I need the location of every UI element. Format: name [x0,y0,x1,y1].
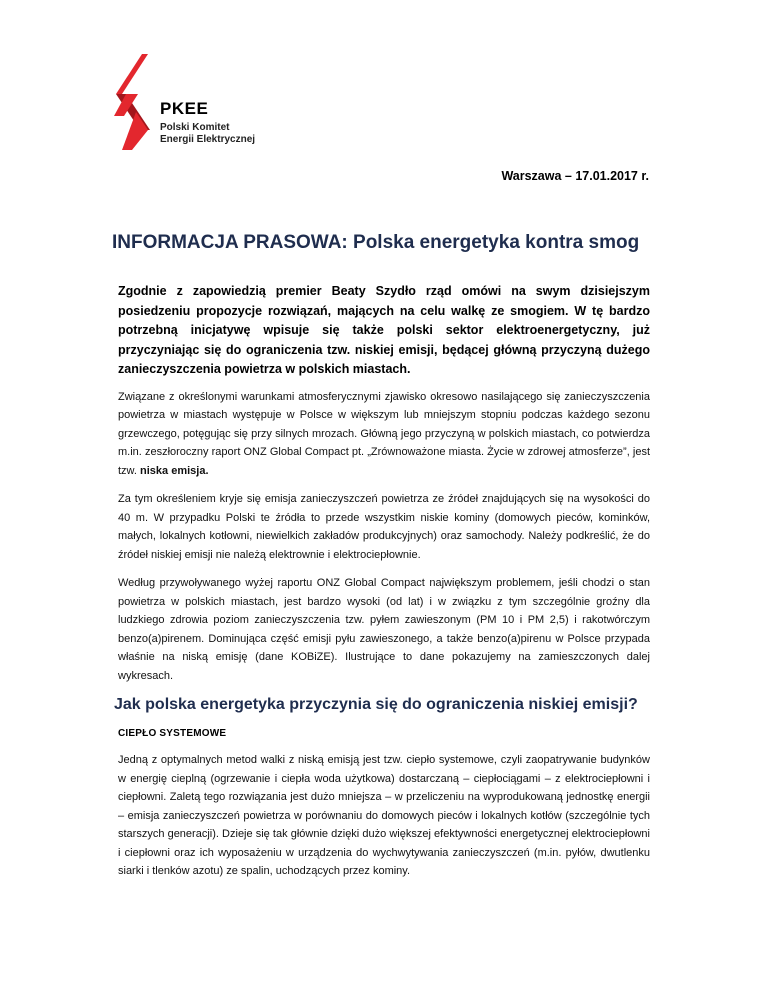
logo-subtitle [160,122,255,145]
page-title: INFORMACJA PRASOWA: Polska energetyka kontra smog [112,232,640,253]
section-heading: Jak polska energetyka przyczynia się do ograniczenia niskiej emisji? [114,696,638,713]
paragraph-1 [118,388,650,481]
logo-subtitle-line-1: Polski Komitet [160,122,230,133]
paragraph-3: Według przywoływanego wyżej raportu ONZ Global Compact największym problemem, jeśli chodzi o stan powietrza w polskich miastach, jest bardzo wysoki (od lat) i w związku z tym szczególnie groźny dla ludzkiego zdrowia poziom zanieczyszczenia tzw. pyłem zawieszonym (PM 10 i PM 2,5) i rakotwórczym benzo(a)pirenem. Dominująca część emisji pyłu zawieszonego, a także benzo(a)pirenu w Polsce przypada właśnie na niską emisję (dane KOBiZE). Ilustrujące to dane pokazujemy na zamieszczonych dalej wykresach. [118,577,650,682]
dateline: Warszawa – 17.01.2017 r. [501,169,649,183]
lead-paragraph: Zgodnie z zapowiedzią premier Beaty Szydło rząd omówi na swym dzisiejszym posiedzeniu propozycje rozwiązań, mających na celu walkę ze smogiem. W tę bardzo potrzebną inicjatywę wpisuje się także polski sektor elektroenergetyczny, już przyczyniając się do ograniczenia tzw. niskiej emisji, będącej główną przyczyną dużego zanieczyszczenia powietrza w polskich miastach. [118,284,650,376]
logo-subtitle-line-2: Energii Elektrycznej [160,133,256,145]
paragraph-1-bold: niska emisja. [140,464,209,477]
pkee-logo-icon [112,54,154,150]
paragraph-2: Za tym określeniem kryje się emisja zanieczyszczeń powietrza ze źródeł znajdujących się na wysokości do 40 m. W przypadku Polski te źródła to przede wszystkim niskie kominy (domowych pieców, kominków, małych, lokalnych kotłowni, niewielkich zakładów produkcyjnych) oraz samochody. Należy podkreślić, że do źródeł niskiej emisji nie należą elektrownie i elektrociepłownie. [118,493,650,561]
logo-name: PKEE [160,99,209,118]
paragraph-1-text: Związane z określonymi warunkami atmosferycznymi zjawisko okresowo nasilającego się zanieczyszczenia powietrza w miastach występuje w Polsce w większym lub mniejszym stopniu podczas każdego sezonu grzewczego, potęgując się przy silnych mrozach. Główną jego przyczyną w polskich miastach, co potwierdza m.in. zeszłoroczny raport ONZ Global Compact pt. „Zrównoważone miasta. Życie w zdrowej atmosferze”, jest tzw. [118,390,650,477]
article-body [114,282,650,891]
paragraph-4: Jedną z optymalnych metod walki z niską emisją jest tzw. ciepło systemowe, czyli zaopatrywanie budynków w energię cieplną (ogrzewanie i ciepła woda użytkowa) dostarczaną – ciepłociągami – z elektrociepłowni i ciepłowni. Zaletą tego rozwiązania jest dużo mniejsza – w przeliczeniu na wyprodukowaną jednostkę energii – emisja zanieczyszczeń powietrza w porównaniu do domowych pieców i lokalnych kotłów (szczególnie tych starszych generacji). Dzieje się tak głównie dzięki dużo większej efektywności energetycznej elektrociepłowni i ciepłowni oraz ich wyposażeniu w urządzenia do wychwytywania zanieczyszczeń (m.in. pyłów, dwutlenku siarki i tlenków azotu) ze spalin, uchodzących przez kominy. [118,754,650,877]
subsection-heading: CIEPŁO SYSTEMOWE [118,728,227,739]
